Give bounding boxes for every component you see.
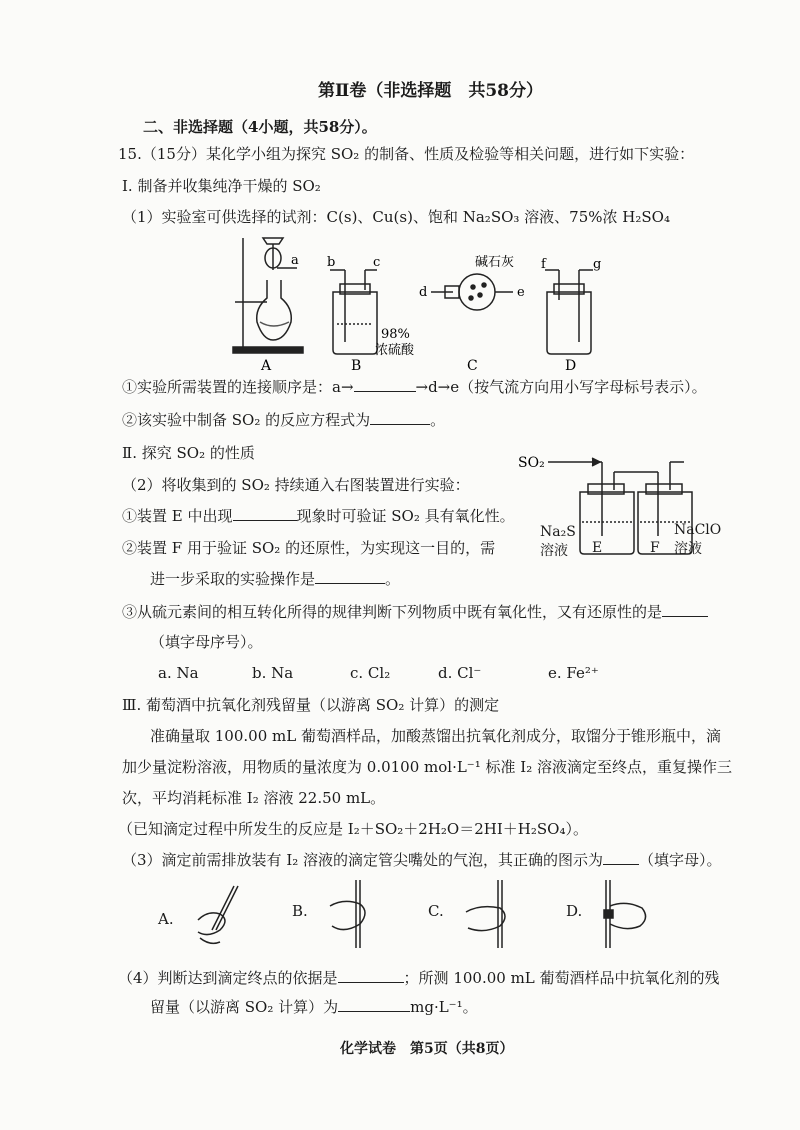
- answer-blank-2-3[interactable]: [662, 601, 708, 617]
- apparatus-b-label: B: [351, 358, 362, 374]
- option-a: a. Na: [158, 664, 199, 682]
- port-f-label: f: [541, 257, 546, 272]
- answer-blank-3[interactable]: [603, 849, 639, 865]
- burette-option-b-label: B.: [292, 902, 308, 920]
- q1-1-suffix: →d→e（按气流方向用小写字母标号表示）。: [415, 378, 707, 396]
- part3-line-2: 加少量淀粉溶液，用物质的量浓度为 0.0100 mol·L⁻¹ 标准 I₂ 溶液滴定至终点，重复操作三: [122, 758, 732, 776]
- q2-2b-prefix: 进一步采取的实验操作是: [150, 570, 316, 588]
- apparatus-c-label: C: [467, 358, 478, 374]
- b-liquid-label: 98%: [381, 327, 410, 342]
- apparatus-a-label: A: [261, 358, 272, 374]
- port-d-label: d: [419, 285, 428, 300]
- part3-known-reaction: （已知滴定过程中所发生的反应是 I₂＋SO₂＋2H₂O＝2HI＋H₂SO₄）。: [118, 820, 588, 838]
- part3-line-3: 次，平均消耗标准 I₂ 溶液 22.50 mL。: [122, 789, 386, 807]
- answer-blank-4-1[interactable]: [338, 967, 404, 983]
- port-g-label: g: [593, 257, 602, 272]
- q2-1-prefix: ①装置 E 中出现: [122, 507, 233, 525]
- option-b: b. Na: [252, 664, 294, 682]
- apparatus-e-label: E: [592, 540, 603, 556]
- question-15-stem: 15.（15分）某化学小组为探究 SO₂ 的制备、性质及检验等相关问题，进行如下实验：: [118, 145, 695, 163]
- q1-2-suffix: 。: [430, 411, 446, 429]
- port-a-label: a: [291, 253, 299, 268]
- question-4b: [150, 996, 478, 1018]
- q1-1-prefix: ①实验所需装置的连接顺序是：a→: [122, 378, 354, 396]
- q3-suffix: （填字母）。: [639, 851, 722, 869]
- answer-blank-1-2[interactable]: [370, 409, 430, 425]
- f-solution-label: NaClO: [674, 522, 722, 538]
- apparatus-d-label: D: [565, 358, 577, 374]
- part3-line-1: 准确量取 100.00 mL 葡萄酒样品，加酸蒸馏出抗氧化剂成分，取馏分于锥形瓶中，滴: [150, 727, 721, 745]
- question-3: [122, 849, 722, 871]
- answer-blank-2-2[interactable]: [315, 568, 385, 584]
- q1-2-prefix: ②该实验中制备 SO₂ 的反应方程式为: [122, 411, 371, 429]
- question-1-2: [122, 409, 445, 431]
- q4b-suffix: mg·L⁻¹。: [410, 998, 478, 1016]
- apparatus-d: [545, 270, 593, 354]
- apparatus-c: [431, 274, 513, 310]
- burette-option-d-label: D.: [566, 902, 583, 920]
- port-b-label: b: [327, 255, 336, 270]
- part1-title: Ⅰ. 制备并收集纯净干燥的 SO₂: [122, 177, 321, 195]
- port-e-label: e: [517, 285, 525, 300]
- question-2-2: ②装置 F 用于验证 SO₂ 的还原性，为实现这一目的，需: [122, 539, 496, 557]
- port-c-label: c: [373, 255, 381, 270]
- question-2-2b: [150, 568, 400, 590]
- page-title: 第Ⅱ卷（非选择题 共58分）: [318, 81, 543, 101]
- q3-prefix: （3）滴定前需排放装有 I₂ 溶液的滴定管尖嘴处的气泡，其正确的图示为: [122, 851, 604, 869]
- part2-title: Ⅱ. 探究 SO₂ 的性质: [122, 444, 255, 462]
- burette-figure-b: [320, 876, 380, 952]
- page-footer: 化学试卷 第5页（共8页）: [340, 1041, 514, 1057]
- q4-middle: ；所测 100.00 mL 葡萄酒样品中抗氧化剂的残: [403, 969, 720, 987]
- q2-2b-suffix: 。: [385, 570, 401, 588]
- question-1-text: （1）实验室可供选择的试剂：C(s)、Cu(s)、饱和 Na₂SO₃ 溶液、75%浓 H₂SO₄: [122, 208, 670, 226]
- e-solution-label: Na₂S: [540, 524, 576, 540]
- question-2-text: （2）将收集到的 SO₂ 持续通入右图装置进行实验：: [122, 476, 470, 494]
- question-2-3b: （填字母序号）。: [150, 633, 263, 651]
- option-c: c. Cl₂: [350, 664, 391, 682]
- q4b-prefix: 留量（以游离 SO₂ 计算）为: [150, 998, 339, 1016]
- burette-figure-d: [596, 876, 656, 952]
- question-1-1: [122, 376, 707, 398]
- answer-blank-1-1[interactable]: [354, 376, 416, 392]
- q2-1-suffix: 现象时可验证 SO₂ 具有氧化性。: [296, 507, 515, 525]
- q2-3-text: ③从硫元素间的相互转化所得的规律判断下列物质中既有氧化性，又有还原性的是: [122, 603, 663, 621]
- answer-blank-2-1[interactable]: [233, 505, 297, 521]
- question-2-3: [122, 601, 708, 623]
- q4-prefix: （4）判断达到滴定终点的依据是: [118, 969, 338, 987]
- apparatus-figure: [205, 230, 625, 375]
- c-reagent-label: 碱石灰: [475, 255, 515, 270]
- f-solution-label-2: 溶液: [674, 541, 702, 557]
- burette-option-a-label: A.: [158, 910, 174, 928]
- so2-inlet-label: SO₂: [518, 455, 545, 471]
- burette-figure-c: [458, 876, 518, 952]
- section-title: 二、非选择题（4小题，共58分）。: [143, 118, 377, 136]
- apparatus-b: [330, 270, 377, 354]
- part3-title: Ⅲ. 葡萄酒中抗氧化剂残留量（以游离 SO₂ 计算）的测定: [122, 696, 500, 714]
- question-4: [118, 967, 720, 989]
- option-d: d. Cl⁻: [438, 664, 482, 682]
- option-e: e. Fe²⁺: [548, 664, 599, 682]
- e-solution-label-2: 溶液: [540, 543, 568, 559]
- question-2-1: [122, 505, 515, 527]
- answer-blank-4-2[interactable]: [338, 996, 410, 1012]
- apparatus-f-label: F: [650, 540, 660, 556]
- burette-option-c-label: C.: [428, 902, 444, 920]
- b-liquid-label-2: 浓硫酸: [375, 343, 415, 358]
- burette-figure-a: [190, 880, 250, 950]
